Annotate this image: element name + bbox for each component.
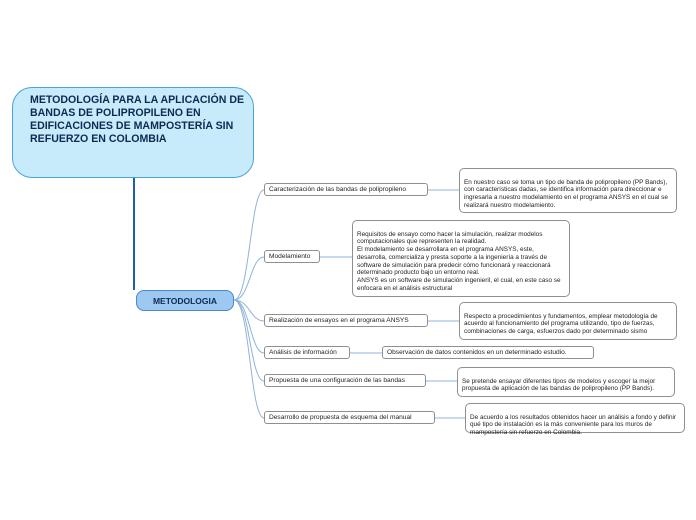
topic-modelamiento[interactable] [264, 250, 320, 263]
topic-label: Desarrollo de propuesta de esquema del manual [269, 414, 412, 421]
detail-propuesta-configuracion[interactable] [457, 367, 675, 397]
topic-label: Caracterización de las bandas de polipropileno [269, 186, 407, 193]
topic-label: Modelamiento [269, 253, 311, 260]
hub-topic-connector [234, 257, 264, 300]
detail-text: Observación de datos contenidos en un determinado estudio. [387, 349, 567, 356]
detail-text: Respecto a procedimientos y fundamentos, emplear metodología de acuerdo al funcionamiento del programa utilizando, tipo de fuerzas, combinaciones de carga, esfuerzos dado por determinado sismo [464, 312, 658, 336]
topic-propuesta-configuracion[interactable] [264, 374, 426, 387]
topic-label: Propuesta de una configuración de las bandas [269, 377, 406, 384]
detail-modelamiento[interactable] [352, 220, 570, 297]
root-topic[interactable] [12, 87, 254, 178]
detail-text: En nuestro caso se toma un tipo de banda de polipropileno (PP Bands), con características dadas, se identifica información para direccionar e ingresarla a nuestro modelamiento en el programa ANSYS en el cual se realizará nuestro modelamiento. [464, 178, 668, 209]
root-title: METODOLOGÍA PARA LA APLICACIÓN DE BANDAS DE POLIPROPILENO EN EDIFICACIONES DE MAMPOSTERÍA SIN REFUERZO EN COLOMBIA [30, 94, 245, 145]
detail-desarrollo-manual[interactable] [465, 403, 685, 437]
hub-topic-connector [234, 300, 264, 353]
topic-realizacion-ensayos[interactable] [264, 314, 428, 327]
topic-desarrollo-manual[interactable] [264, 411, 435, 424]
hub-topic[interactable] [136, 290, 234, 311]
topic-analisis-informacion[interactable] [264, 346, 350, 359]
detail-realizacion-ensayos[interactable] [459, 302, 677, 340]
topic-caracterizacion[interactable] [264, 183, 428, 196]
hub-topic-connector [234, 190, 264, 300]
detail-text: De acuerdo a los resultados obtenidos hacer un análisis a fondo y definir qué tipo de instalación es la más conveniente para los muros de mampostería sin refuerzo en Colombia. [470, 413, 677, 437]
hub-topic-connector [234, 300, 264, 418]
hub-label: METODOLOGIA [152, 295, 218, 306]
detail-text: Se pretende ensayar diferentes tipos de modelos y escoger la mejor propuesta de aplicación de las bandas de polipropileno (PP Bands). [462, 377, 656, 393]
topic-label: Realización de ensayos en el programa ANSYS [269, 317, 409, 324]
topic-label: Análisis de información [269, 349, 337, 356]
detail-analisis-informacion[interactable] [382, 346, 594, 359]
hub-topic-connector [234, 300, 264, 381]
detail-caracterizacion[interactable] [459, 168, 677, 213]
detail-text: Requisitos de ensayo como hacer la simulación, realizar modelos computacionales que representen la realidad. El modelamiento se desarrollara en el programa ANSYS, este, desarrolla, comercializa y presta soporte a la ingeniería a través de software de simulación para predecir cómo funcionará y reaccionará determinado producto bajo un entorno real. ANSYS es un software de simulación ingenieril, el cual, en este caso se enfocara en el análisis estructural [357, 230, 561, 292]
